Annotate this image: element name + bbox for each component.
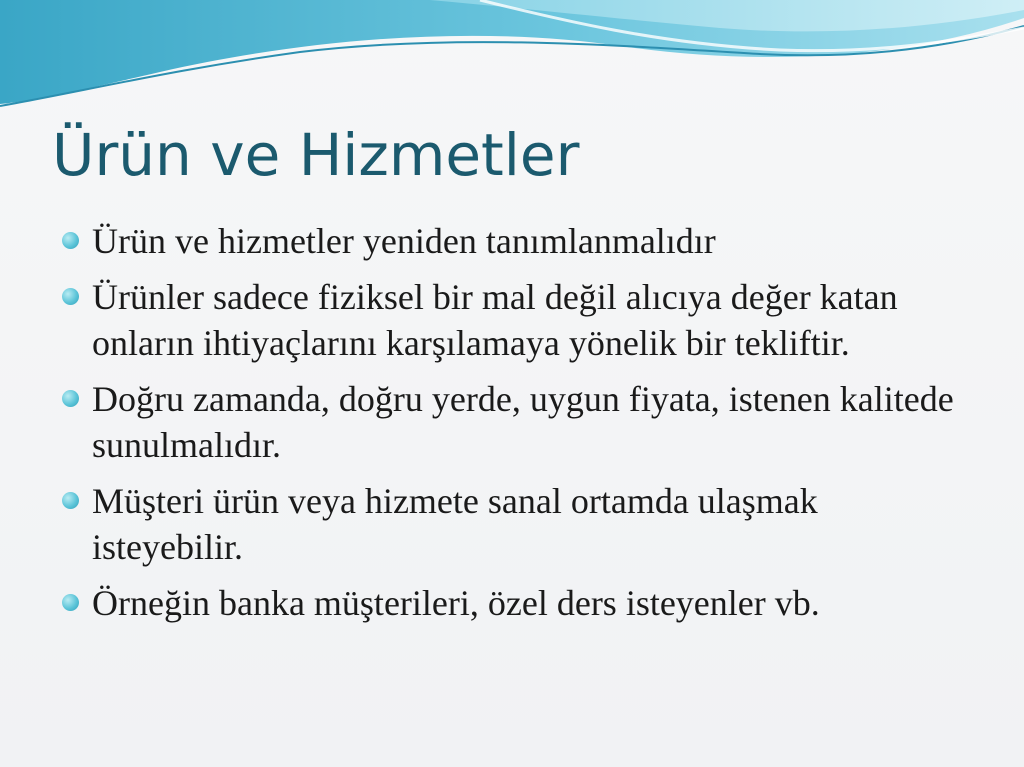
header-wave-decoration bbox=[0, 0, 1024, 120]
bullet-text: Müşteri ürün veya hizmete sanal ortamda ulaşmak isteyebilir. bbox=[92, 481, 818, 567]
bullet-icon bbox=[62, 594, 79, 611]
bullet-icon bbox=[62, 288, 79, 305]
bullet-icon bbox=[62, 232, 79, 249]
bullet-item bbox=[60, 274, 960, 366]
bullet-item bbox=[60, 218, 960, 264]
bullet-text: Doğru zamanda, doğru yerde, uygun fiyata, istenen kalitede sunulmalıdır. bbox=[92, 379, 954, 465]
bullet-icon bbox=[62, 492, 79, 509]
bullet-text: Ürünler sadece fiziksel bir mal değil alıcıya değer katan onların ihtiyaçlarını karşılamaya yönelik bir tekliftir. bbox=[92, 277, 898, 363]
bullet-item bbox=[60, 376, 960, 468]
bullet-icon bbox=[62, 390, 79, 407]
bullet-list bbox=[60, 218, 960, 636]
bullet-text: Ürün ve hizmetler yeniden tanımlanmalıdır bbox=[92, 221, 716, 261]
bullet-item bbox=[60, 580, 960, 626]
slide-title: Ürün ve Hizmetler bbox=[52, 121, 580, 189]
bullet-text: Örneğin banka müşterileri, özel ders isteyenler vb. bbox=[92, 583, 820, 623]
bullet-item bbox=[60, 478, 960, 570]
